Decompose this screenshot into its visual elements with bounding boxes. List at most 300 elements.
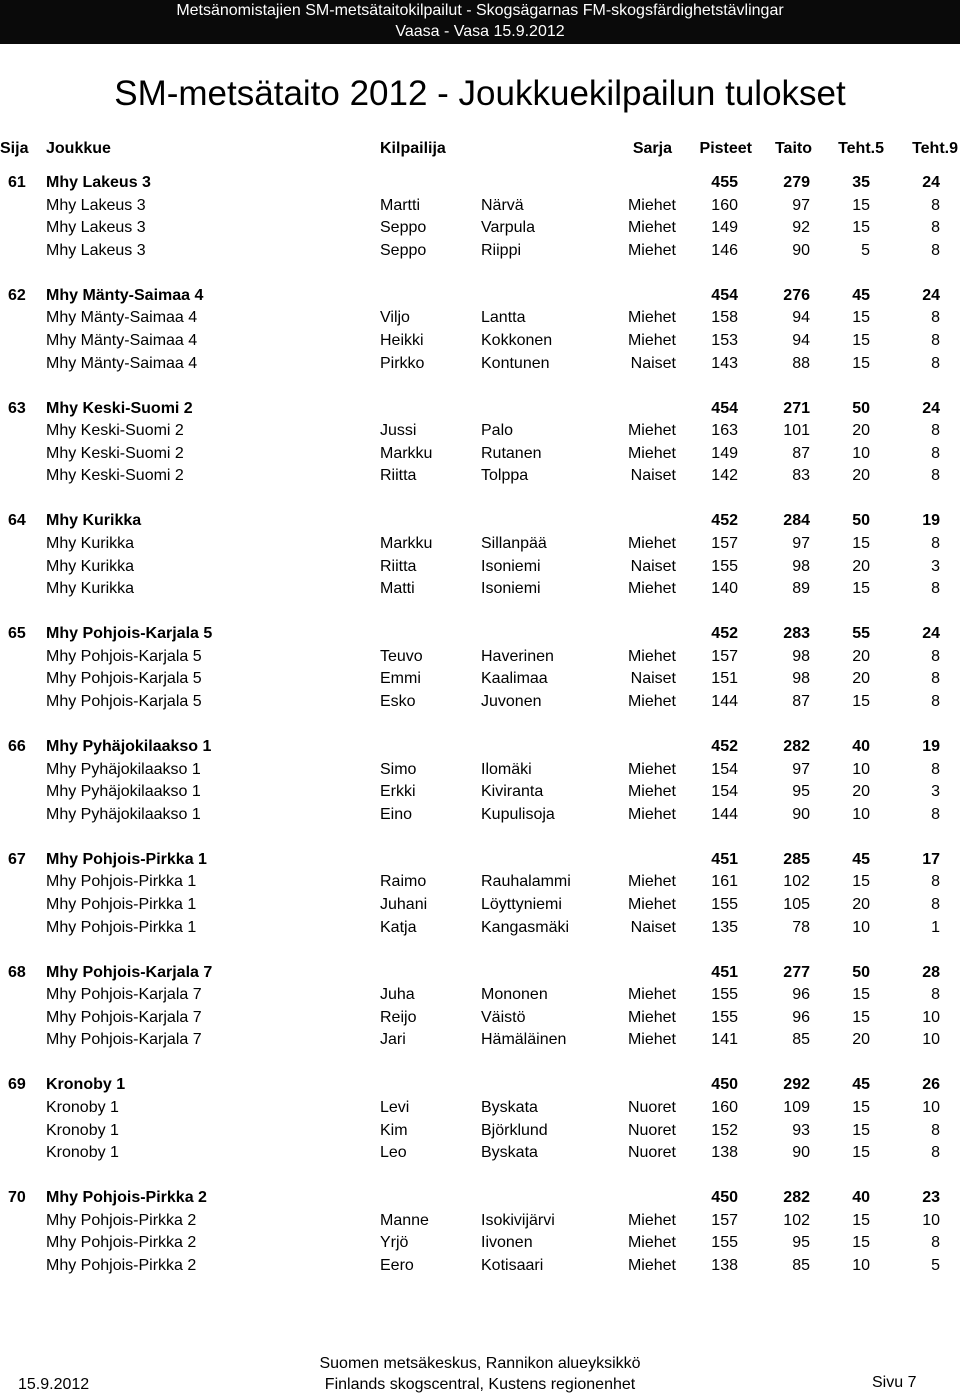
member-skill: 90	[792, 241, 810, 259]
member-team: Mhy Pyhäjokilaakso 1	[46, 760, 201, 778]
member-team: Mhy Keski-Suomi 2	[46, 444, 184, 462]
team-task5: 40	[852, 1189, 870, 1207]
member-first-name: Markku	[380, 535, 433, 552]
team-rank: 63	[8, 399, 26, 417]
member-task9: 8	[931, 1234, 940, 1252]
footer-org-sv: Finlands skogscentral, Kustens regionenhet	[324, 1376, 636, 1393]
member-skill: 98	[792, 557, 810, 575]
member-skill: 102	[783, 1211, 810, 1229]
member-points: 142	[711, 467, 738, 485]
member-class: Naiset	[630, 354, 676, 372]
team-task5: 45	[852, 850, 870, 868]
member-last-name: Kaalimaa	[481, 670, 548, 688]
member-row	[0, 1097, 960, 1119]
member-last-name: Närvä	[481, 196, 524, 214]
member-task5: 20	[852, 647, 870, 665]
member-last-name: Isoniemi	[481, 557, 541, 575]
member-last-name: Kangasmäki	[481, 918, 570, 936]
member-task5: 10	[852, 805, 870, 823]
member-task5: 20	[852, 422, 870, 440]
member-last-name: Varpula	[481, 219, 535, 237]
member-skill: 83	[792, 467, 810, 485]
member-points: 144	[711, 693, 738, 710]
member-task5: 20	[852, 557, 870, 575]
team-name: Mhy Pohjois-Pirkka 2	[46, 1189, 207, 1207]
member-team: Mhy Lakeus 3	[46, 196, 146, 214]
member-row	[0, 646, 960, 668]
team-task9: 26	[922, 1076, 940, 1094]
col-sija: Sija	[0, 140, 29, 157]
team-points: 450	[711, 1189, 738, 1207]
team-row	[0, 849, 960, 871]
team-skill: 279	[783, 174, 810, 191]
member-points: 138	[711, 1257, 738, 1274]
member-skill: 98	[792, 647, 810, 665]
member-team: Kronoby 1	[46, 1121, 119, 1139]
member-first-name: Jussi	[380, 422, 417, 440]
member-skill: 105	[783, 896, 810, 913]
member-task5: 15	[852, 354, 870, 372]
member-row	[0, 465, 960, 487]
team-task5: 45	[852, 286, 870, 304]
team-task9: 28	[922, 963, 940, 981]
member-skill: 93	[792, 1121, 810, 1139]
member-class: Naiset	[630, 467, 676, 485]
member-last-name: Kokkonen	[481, 332, 553, 349]
member-last-name: Ilomäki	[481, 760, 532, 778]
member-row	[0, 1255, 960, 1277]
member-class: Miehet	[627, 580, 676, 598]
team-task5: 50	[852, 512, 870, 530]
team-points: 452	[711, 625, 738, 643]
team-points: 451	[711, 850, 738, 868]
member-last-name: Björklund	[481, 1121, 548, 1139]
team-task9: 24	[922, 174, 940, 191]
member-skill: 96	[792, 986, 810, 1004]
member-team: Mhy Lakeus 3	[46, 241, 146, 259]
member-task5: 15	[852, 332, 870, 349]
member-row	[0, 420, 960, 442]
member-task5: 15	[852, 219, 870, 237]
member-task5: 15	[852, 1121, 870, 1139]
member-first-name: Kim	[380, 1121, 408, 1139]
member-class: Miehet	[627, 760, 676, 778]
member-skill: 92	[792, 219, 810, 237]
member-task9: 8	[931, 354, 940, 372]
team-row	[0, 736, 960, 758]
member-last-name: Sillanpää	[481, 535, 547, 552]
member-first-name: Eino	[380, 805, 413, 823]
member-class: Miehet	[627, 444, 676, 462]
member-last-name: Kontunen	[481, 354, 550, 372]
team-row	[0, 285, 960, 307]
member-first-name: Erkki	[380, 783, 416, 801]
team-skill: 271	[783, 399, 810, 417]
team-name: Mhy Pohjois-Pirkka 1	[46, 850, 207, 868]
member-points: 155	[711, 986, 738, 1004]
member-class: Miehet	[627, 309, 676, 327]
team-points: 454	[711, 399, 738, 417]
member-task5: 20	[852, 896, 870, 913]
member-row	[0, 217, 960, 239]
member-last-name: Löyttyniemi	[481, 896, 562, 913]
member-class: Miehet	[627, 783, 676, 801]
member-row	[0, 1142, 960, 1164]
member-class: Miehet	[627, 241, 676, 259]
member-class: Miehet	[627, 422, 676, 440]
member-skill: 90	[792, 805, 810, 823]
member-task5: 15	[852, 196, 870, 214]
member-team: Mhy Lakeus 3	[46, 219, 146, 237]
member-row	[0, 1232, 960, 1254]
member-task5: 15	[852, 693, 870, 710]
member-team: Mhy Pohjois-Pirkka 2	[46, 1234, 197, 1252]
member-class: Miehet	[627, 1211, 676, 1229]
event-location-date: Vaasa - Vasa 15.9.2012	[395, 23, 565, 40]
member-class: Nuoret	[627, 1099, 676, 1116]
member-task9: 8	[931, 196, 940, 214]
member-task5: 10	[852, 444, 870, 462]
member-team: Mhy Keski-Suomi 2	[46, 422, 184, 440]
member-skill: 94	[792, 332, 810, 349]
member-points: 149	[711, 444, 738, 462]
member-skill: 85	[792, 1257, 810, 1274]
col-joukkue: Joukkue	[46, 140, 111, 157]
member-first-name: Seppo	[380, 219, 427, 237]
team-skill: 285	[783, 850, 810, 868]
team-rank: 69	[8, 1076, 26, 1094]
member-task9: 8	[931, 580, 940, 598]
member-task5: 15	[852, 535, 870, 552]
member-points: 140	[711, 580, 738, 598]
member-task9: 8	[931, 444, 940, 462]
team-points: 455	[711, 174, 738, 191]
member-first-name: Katja	[380, 918, 417, 936]
team-skill: 282	[783, 1189, 810, 1207]
member-row	[0, 556, 960, 578]
member-points: 163	[711, 422, 738, 440]
member-task9: 8	[931, 1144, 940, 1162]
member-class: Miehet	[627, 535, 676, 552]
member-first-name: Simo	[380, 760, 417, 778]
member-team: Mhy Pohjois-Karjala 5	[46, 670, 202, 688]
member-first-name: Heikki	[380, 332, 424, 349]
member-points: 144	[711, 805, 738, 823]
member-task5: 10	[852, 1257, 870, 1274]
team-rank: 68	[8, 963, 26, 981]
team-rank: 64	[8, 512, 26, 530]
member-skill: 95	[792, 783, 810, 801]
member-last-name: Juvonen	[481, 693, 542, 710]
team-name: Mhy Pohjois-Karjala 5	[46, 625, 213, 643]
member-task9: 10	[922, 1031, 940, 1049]
team-name: Mhy Pohjois-Karjala 7	[46, 963, 213, 981]
member-last-name: Byskata	[481, 1099, 538, 1116]
member-row	[0, 1210, 960, 1232]
member-task9: 1	[931, 918, 940, 936]
member-team: Mhy Keski-Suomi 2	[46, 467, 184, 485]
member-skill: 88	[792, 354, 810, 372]
member-points: 154	[711, 760, 738, 778]
member-row	[0, 804, 960, 826]
member-row	[0, 894, 960, 916]
member-first-name: Juha	[380, 986, 415, 1004]
member-skill: 89	[792, 580, 810, 598]
member-team: Mhy Pohjois-Karjala 5	[46, 647, 202, 665]
member-row	[0, 984, 960, 1006]
member-last-name: Iivonen	[481, 1234, 533, 1252]
member-last-name: Tolppa	[481, 467, 529, 485]
member-row	[0, 240, 960, 262]
member-task9: 8	[931, 896, 940, 913]
page-footer	[0, 1352, 960, 1398]
member-team: Kronoby 1	[46, 1099, 119, 1116]
member-class: Naiset	[630, 670, 676, 688]
member-points: 141	[711, 1031, 738, 1049]
member-class: Miehet	[627, 219, 676, 237]
member-skill: 78	[792, 918, 810, 936]
member-team: Mhy Mänty-Saimaa 4	[46, 354, 198, 372]
member-last-name: Byskata	[481, 1144, 538, 1162]
member-class: Miehet	[627, 332, 676, 349]
member-row	[0, 353, 960, 375]
team-task5: 50	[852, 963, 870, 981]
member-points: 158	[711, 309, 738, 327]
col-pisteet: Pisteet	[699, 140, 752, 157]
team-points: 450	[711, 1076, 738, 1094]
team-name: Kronoby 1	[46, 1076, 126, 1094]
team-name: Mhy Mänty-Saimaa 4	[46, 286, 204, 304]
member-class: Miehet	[627, 896, 676, 913]
member-first-name: Matti	[380, 580, 415, 598]
member-skill: 87	[792, 693, 810, 710]
member-team: Mhy Kurikka	[46, 580, 135, 598]
member-points: 155	[711, 1008, 738, 1026]
member-task5: 5	[861, 241, 870, 259]
team-row	[0, 623, 960, 645]
member-task9: 8	[931, 535, 940, 552]
member-points: 154	[711, 783, 738, 801]
member-class: Miehet	[627, 1008, 676, 1026]
member-team: Mhy Pohjois-Pirkka 1	[46, 873, 197, 891]
team-skill: 283	[783, 625, 810, 643]
member-task9: 8	[931, 1121, 940, 1139]
member-row	[0, 1120, 960, 1142]
team-task9: 24	[922, 625, 940, 643]
team-task5: 55	[852, 625, 870, 643]
team-rank: 62	[8, 286, 26, 304]
member-team: Mhy Kurikka	[46, 557, 135, 575]
member-task9: 10	[922, 1008, 940, 1026]
team-rank: 65	[8, 625, 26, 643]
member-row	[0, 533, 960, 555]
team-rank: 61	[8, 174, 26, 191]
team-name: Mhy Keski-Suomi 2	[46, 399, 193, 417]
member-points: 155	[711, 557, 738, 575]
member-skill: 109	[783, 1099, 810, 1116]
event-name: Metsänomistajien SM-metsätaitokilpailut - Skogsägarnas FM-skogsfärdighetstävlingar	[176, 2, 784, 19]
footer-date: 15.9.2012	[18, 1376, 90, 1393]
team-name: Mhy Pyhäjokilaakso 1	[46, 738, 212, 755]
team-row	[0, 1187, 960, 1209]
member-class: Miehet	[627, 1234, 676, 1252]
team-rank: 67	[8, 850, 26, 868]
member-class: Miehet	[627, 805, 676, 823]
member-team: Mhy Pyhäjokilaakso 1	[46, 783, 201, 801]
member-task5: 20	[852, 670, 870, 688]
team-task9: 24	[922, 286, 940, 304]
team-skill: 292	[783, 1076, 810, 1094]
member-class: Miehet	[627, 873, 676, 891]
member-task5: 15	[852, 309, 870, 327]
member-skill: 101	[783, 422, 810, 440]
team-task9: 19	[922, 738, 940, 755]
member-team: Mhy Pyhäjokilaakso 1	[46, 805, 201, 823]
member-team: Mhy Pohjois-Karjala 7	[46, 1008, 202, 1026]
member-class: Naiset	[630, 918, 676, 936]
member-last-name: Kupulisoja	[481, 805, 555, 823]
member-first-name: Riitta	[380, 467, 417, 485]
member-class: Miehet	[627, 986, 676, 1004]
col-teht9: Teht.9	[912, 140, 958, 157]
member-team: Kronoby 1	[46, 1144, 119, 1162]
member-first-name: Juhani	[380, 896, 428, 913]
member-class: Nuoret	[627, 1121, 676, 1139]
member-points: 152	[711, 1121, 738, 1139]
member-first-name: Esko	[380, 693, 416, 710]
member-team: Mhy Mänty-Saimaa 4	[46, 309, 198, 327]
member-skill: 97	[792, 760, 810, 778]
member-task5: 15	[852, 1211, 870, 1229]
member-first-name: Viljo	[380, 309, 410, 327]
member-task9: 8	[931, 873, 940, 891]
member-task5: 15	[852, 580, 870, 598]
member-first-name: Jari	[380, 1031, 406, 1049]
member-points: 157	[711, 535, 738, 552]
member-row	[0, 871, 960, 893]
member-last-name: Haverinen	[481, 647, 554, 665]
team-row	[0, 1074, 960, 1096]
member-task5: 15	[852, 986, 870, 1004]
member-class: Miehet	[627, 1257, 676, 1274]
team-task5: 40	[852, 738, 870, 755]
member-row	[0, 195, 960, 217]
member-row	[0, 330, 960, 352]
member-team: Mhy Kurikka	[46, 535, 135, 552]
member-last-name: Lantta	[481, 309, 526, 327]
member-task9: 8	[931, 647, 940, 665]
member-last-name: Palo	[481, 422, 514, 440]
team-skill: 277	[783, 963, 810, 981]
team-row	[0, 510, 960, 532]
member-skill: 94	[792, 309, 810, 327]
member-first-name: Reijo	[380, 1008, 417, 1026]
team-task5: 35	[852, 174, 870, 191]
team-row	[0, 172, 960, 194]
member-points: 160	[711, 1099, 738, 1116]
member-first-name: Yrjö	[380, 1234, 409, 1252]
member-task9: 8	[931, 332, 940, 349]
member-last-name: Kiviranta	[481, 783, 544, 801]
member-team: Mhy Pohjois-Pirkka 1	[46, 896, 197, 913]
member-task5: 20	[852, 783, 870, 801]
member-task9: 8	[931, 309, 940, 327]
team-points: 454	[711, 286, 738, 304]
member-row	[0, 1029, 960, 1051]
member-first-name: Levi	[380, 1099, 410, 1116]
member-row	[0, 781, 960, 803]
member-task5: 20	[852, 1031, 870, 1049]
member-team: Mhy Pohjois-Pirkka 2	[46, 1211, 197, 1229]
member-last-name: Riippi	[481, 241, 522, 259]
member-points: 161	[711, 873, 738, 891]
member-task9: 8	[931, 219, 940, 237]
member-task5: 20	[852, 467, 870, 485]
team-skill: 284	[783, 512, 810, 530]
team-skill: 282	[783, 738, 810, 755]
member-points: 143	[711, 354, 738, 372]
member-skill: 98	[792, 670, 810, 688]
member-task9: 8	[931, 805, 940, 823]
col-teht5: Teht.5	[838, 140, 884, 157]
member-first-name: Emmi	[380, 670, 421, 688]
team-task9: 19	[922, 512, 940, 530]
member-task5: 15	[852, 873, 870, 891]
member-points: 146	[711, 241, 738, 259]
member-first-name: Martti	[380, 196, 420, 214]
member-points: 157	[711, 647, 738, 665]
member-task5: 10	[852, 918, 870, 936]
team-row	[0, 962, 960, 984]
col-kilpailija: Kilpailija	[380, 140, 446, 157]
team-task5: 45	[852, 1076, 870, 1094]
member-last-name: Isokivijärvi	[481, 1211, 555, 1229]
team-points: 452	[711, 512, 738, 530]
footer-org-fi: Suomen metsäkeskus, Rannikon alueyksikkö	[319, 1355, 641, 1372]
member-task5: 15	[852, 1099, 870, 1116]
member-class: Naiset	[630, 557, 676, 575]
team-task9: 24	[922, 399, 940, 417]
member-points: 155	[711, 1234, 738, 1252]
member-first-name: Raimo	[380, 873, 427, 891]
member-points: 157	[711, 1211, 738, 1229]
member-skill: 97	[792, 535, 810, 552]
member-class: Miehet	[627, 1031, 676, 1049]
member-class: Miehet	[627, 196, 676, 214]
member-last-name: Mononen	[481, 986, 548, 1004]
member-team: Mhy Pohjois-Pirkka 1	[46, 918, 197, 936]
member-skill: 97	[792, 196, 810, 214]
member-skill: 95	[792, 1234, 810, 1252]
member-task9: 5	[931, 1257, 940, 1274]
member-points: 138	[711, 1144, 738, 1162]
member-first-name: Markku	[380, 444, 433, 462]
team-points: 452	[711, 738, 738, 755]
member-points: 135	[711, 918, 738, 936]
member-task5: 15	[852, 1234, 870, 1252]
team-rank: 66	[8, 738, 26, 755]
member-row	[0, 307, 960, 329]
member-task9: 10	[922, 1099, 940, 1116]
member-class: Miehet	[627, 693, 676, 710]
member-skill: 90	[792, 1144, 810, 1162]
page-number: Sivu 7	[872, 1374, 917, 1391]
member-first-name: Eero	[380, 1257, 414, 1274]
member-task9: 8	[931, 760, 940, 778]
member-task9: 8	[931, 241, 940, 259]
member-task9: 8	[931, 693, 940, 710]
member-task5: 10	[852, 760, 870, 778]
